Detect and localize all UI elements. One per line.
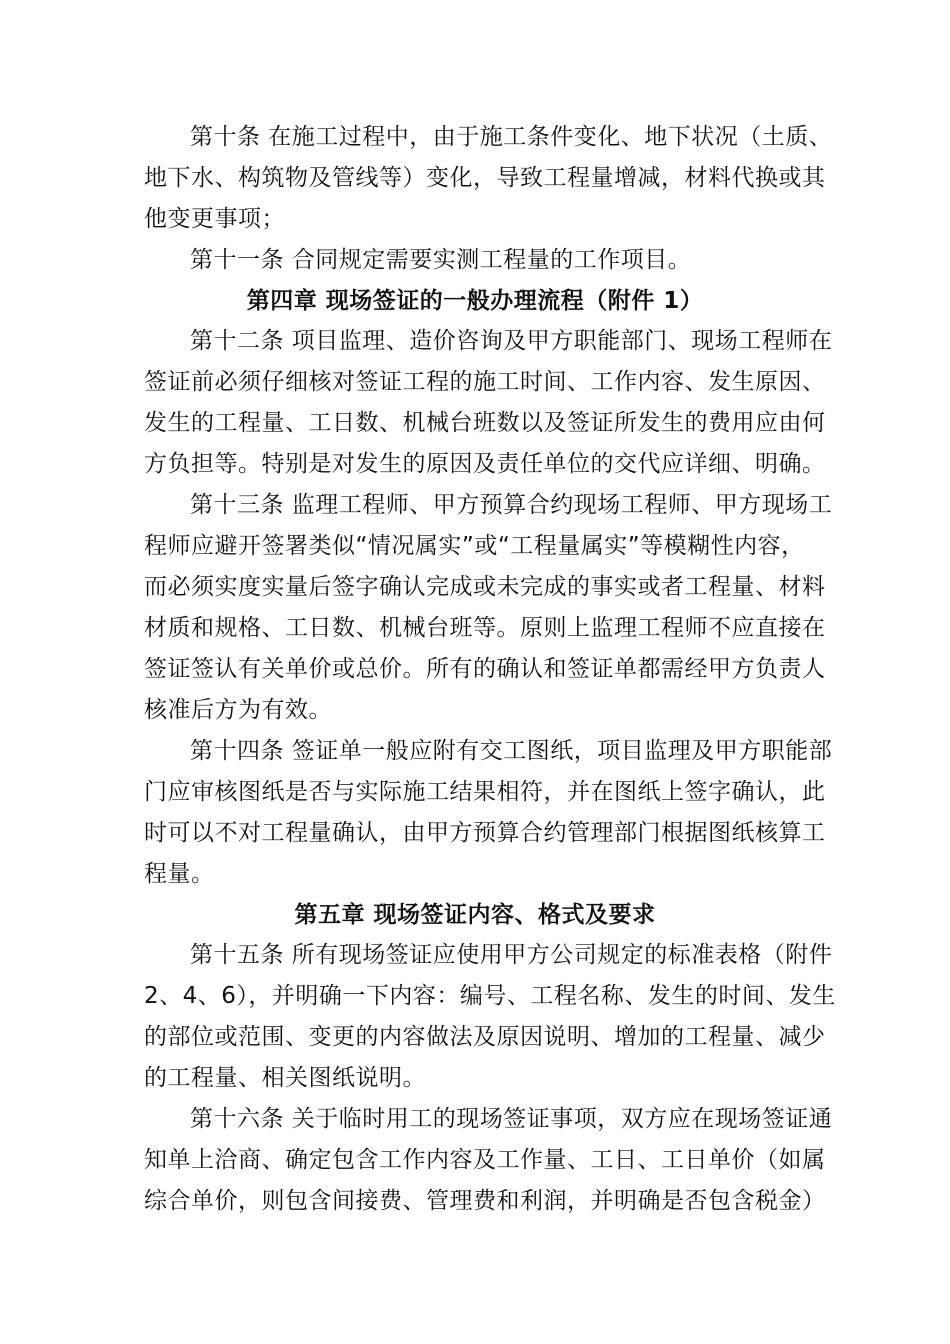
article-13-line-3: 而必须实度实量后签字确认完成或未完成的事实或者工程量、材料 xyxy=(144,574,826,600)
article-13-line-5: 签证签认有关单价或总价。所有的确认和签证单都需经甲方负责人 xyxy=(144,656,826,682)
chapter-4-heading: 第四章 现场签证的一般办理流程（附件 1） xyxy=(246,288,704,314)
article-13-line-2: 程师应避开签署类似“情况属实”或“工程量属实”等模糊性内容， xyxy=(144,533,805,559)
article-10-line-1: 第十条 在施工过程中，由于施工条件变化、地下状况（土质、 xyxy=(190,124,833,150)
article-16-line-2: 知单上洽商、确定包含工作内容及工作量、工日、工日单价（如属 xyxy=(144,1147,826,1173)
article-11-line-1: 第十一条 合同规定需要实测工程量的工作项目。 xyxy=(190,247,692,273)
article-15-line-1: 第十五条 所有现场签证应使用甲方公司规定的标准表格（附件 xyxy=(190,942,833,968)
article-12-line-3: 发生的工程量、工日数、机械台班数以及签证所发生的费用应由何 xyxy=(144,410,826,436)
article-16-line-1: 第十六条 关于临时用工的现场签证事项，双方应在现场签证通 xyxy=(190,1106,833,1132)
article-13-line-4: 材质和规格、工日数、机械台班等。原则上监理工程师不应直接在 xyxy=(144,615,826,641)
article-14-line-4: 程量。 xyxy=(144,861,215,887)
article-10-line-3: 他变更事项； xyxy=(144,206,285,232)
article-15-line-3: 的部位或范围、变更的内容做法及原因说明、增加的工程量、减少 xyxy=(144,1024,826,1050)
article-12-line-4: 方负担等。特别是对发生的原因及责任单位的交代应详细、明确。 xyxy=(144,451,826,477)
article-16-line-3: 综合单价，则包含间接费、管理费和利润，并明确是否包含税金） xyxy=(144,1188,826,1214)
article-15-line-2: 2、4、6），并明确一下内容：编号、工程名称、发生的时间、发生 xyxy=(144,983,836,1009)
article-10-line-2: 地下水、构筑物及管线等）变化，导致工程量增减，材料代换或其 xyxy=(144,165,826,191)
article-12-line-1: 第十二条 项目监理、造价咨询及甲方职能部门、现场工程师在 xyxy=(190,328,833,354)
article-12-line-2: 签证前必须仔细核对签证工程的施工时间、工作内容、发生原因、 xyxy=(144,369,826,395)
article-15-line-4: 的工程量、相关图纸说明。 xyxy=(144,1065,426,1091)
article-14-line-3: 时可以不对工程量确认，由甲方预算合约管理部门根据图纸核算工 xyxy=(144,820,826,846)
chapter-5-heading: 第五章 现场签证内容、格式及要求 xyxy=(294,902,656,928)
article-14-line-1: 第十四条 签证单一般应附有交工图纸，项目监理及甲方职能部 xyxy=(190,738,833,764)
article-13-line-1: 第十三条 监理工程师、甲方预算合约现场工程师、甲方现场工 xyxy=(190,492,833,518)
article-14-line-2: 门应审核图纸是否与实际施工结果相符，并在图纸上签字确认，此 xyxy=(144,779,826,805)
article-13-line-6: 核准后方为有效。 xyxy=(144,697,332,723)
